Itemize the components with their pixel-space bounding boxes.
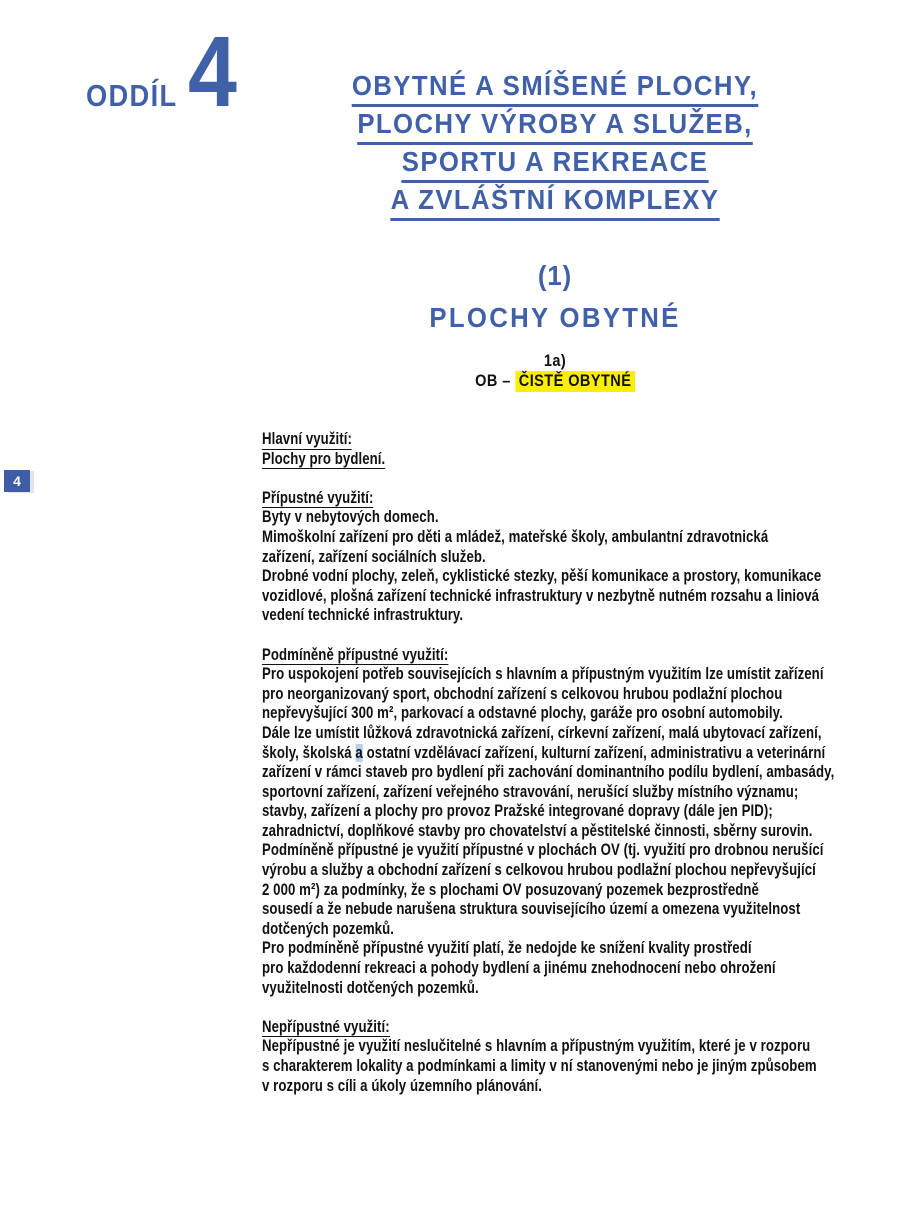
text-line: 2 000 m²) za podmínky, že s plochami OV posuzovaný pozemek bezprostředně xyxy=(262,880,759,899)
section-pripustne-vyuziti xyxy=(262,489,854,626)
section-heading-text: Podmíněně přípustné využití: xyxy=(262,645,449,664)
section-heading xyxy=(262,489,854,509)
title-line-text: SPORTU A REKREACE xyxy=(402,146,708,183)
title-line-text: OBYTNÉ A SMÍŠENÉ PLOCHY, xyxy=(352,70,758,107)
text-line: sousedí a že nebude narušena struktura souvisejícího území a omezena využitelnost xyxy=(262,900,801,919)
section-heading xyxy=(262,430,854,450)
text-line: s charakterem lokality a podmínkami a limity v ní stanovenými nebo je jiným způsobem xyxy=(262,1057,817,1075)
section-number: 4 xyxy=(188,16,237,128)
text-line: Pro podmíněně přípustné využití platí, že nedojde ke snížení kvality prostředí xyxy=(262,939,752,958)
highlighted-term: ČISTĚ OBYTNÉ xyxy=(515,371,635,392)
chapter-number: (1) xyxy=(537,260,573,291)
text-line: v rozporu s cíli a úkoly územního plánování. xyxy=(262,1076,543,1095)
section-header xyxy=(86,16,237,128)
subsection-title xyxy=(297,371,813,391)
selected-text: a xyxy=(355,743,363,762)
section-heading-text: Přípustné využití: xyxy=(262,488,374,507)
text-line: Mimoškolní zařízení pro děti a mládež, mateřské školy, ambulantní zdravotnická xyxy=(262,527,769,546)
section-label: ODDÍL xyxy=(86,78,178,113)
section-podminene-pripustne-vyuziti xyxy=(262,646,854,999)
title-line xyxy=(285,105,824,143)
text-line: stavby, zařízení a plochy pro provoz Pražské integrované dopravy (dále jen PID); xyxy=(262,802,773,821)
text-segment: školy, školská xyxy=(262,743,356,762)
text-line xyxy=(262,450,854,470)
section-heading xyxy=(262,646,854,666)
text-line: zařízení v rámci staveb pro bydlení při zachování dominantního podílu bydlení, ambasády, xyxy=(262,763,835,782)
section-heading xyxy=(262,1018,854,1038)
text-line: Byty v nebytových domech. xyxy=(262,508,439,527)
text-line: využitelnosti dotčených pozemků. xyxy=(262,978,479,997)
text-line-content: Plochy pro bydlení. xyxy=(262,449,386,468)
chapter-title: PLOCHY OBYTNÉ xyxy=(429,302,681,333)
text-line: zahradnictví, doplňkové stavby pro chovatelství a pěstitelské činnosti, sběrny surovin. xyxy=(262,821,813,840)
text-line: Dále lze umístit lůžková zdravotnická zařízení, církevní zařízení, malá ubytovací zařízení, xyxy=(262,723,822,742)
text-line: zařízení, zařízení sociálních služeb. xyxy=(262,547,486,566)
text-line: pro neorganizovaný sport, obchodní zařízení s celkovou hrubou podlažní plochou xyxy=(262,684,783,703)
text-line: sportovní zařízení, zařízení veřejného stravování, nerušící služby místního významu; xyxy=(262,782,799,801)
text-line: Nepřípustné je využití neslučitelné s hlavním a přípustným využitím, které je v rozporu xyxy=(262,1037,811,1056)
subsection-code: 1a) xyxy=(543,352,567,370)
title-line-text: PLOCHY VÝROBY A SLUŽEB, xyxy=(357,108,752,145)
text-line: dotčených pozemků. xyxy=(262,919,394,938)
document-title xyxy=(285,67,824,219)
section-heading-text: Hlavní využití: xyxy=(262,430,352,448)
title-line xyxy=(285,67,824,105)
text-line: Drobné vodní plochy, zeleň, cyklistické stezky, pěší komunikace a prostory, komunikace xyxy=(262,567,822,586)
section-hlavni-vyuziti xyxy=(262,430,854,469)
page-number: 4 xyxy=(13,473,21,489)
text-line: vedení technické infrastruktury. xyxy=(262,606,464,625)
text-line: vozidlové, plošná zařízení technické infrastruktury v nezbytně nutném rozsahu a liniová xyxy=(262,586,820,605)
subsection-heading xyxy=(297,351,813,391)
page-number-badge xyxy=(4,470,30,492)
text-line: Pro uspokojení potřeb souvisejících s hlavním a přípustným využitím lze umístit zařízení xyxy=(262,665,824,684)
subsection-prefix: OB – xyxy=(475,372,516,390)
section-nepripustne-vyuziti xyxy=(262,1018,854,1096)
text-line-with-selection xyxy=(262,744,854,764)
text-segment: ostatní vzdělávací zařízení, kulturní zařízení, administrativu a veterinární xyxy=(362,743,826,762)
text-line: pro každodenní rekreaci a pohody bydlení a jinému znehodnocení nebo ohrožení xyxy=(262,959,776,978)
text-line: Podmíněně přípustné je využití přípustné v plochách OV (tj. využití pro drobnou nerušící xyxy=(262,841,824,860)
title-line xyxy=(285,143,824,181)
title-line-text: A ZVLÁŠTNÍ KOMPLEXY xyxy=(391,184,720,221)
chapter-heading xyxy=(285,255,824,339)
text-line: výrobu a služby a obchodní zařízení s celkovou hrubou podlažní plochou nepřevyšující xyxy=(262,861,816,880)
section-heading-text: Nepřípustné využití: xyxy=(262,1017,390,1036)
text-line: nepřevyšující 300 m², parkovací a odstavné plochy, garáže pro osobní automobily. xyxy=(262,704,783,723)
body-text xyxy=(262,430,854,1116)
title-line xyxy=(285,181,824,219)
